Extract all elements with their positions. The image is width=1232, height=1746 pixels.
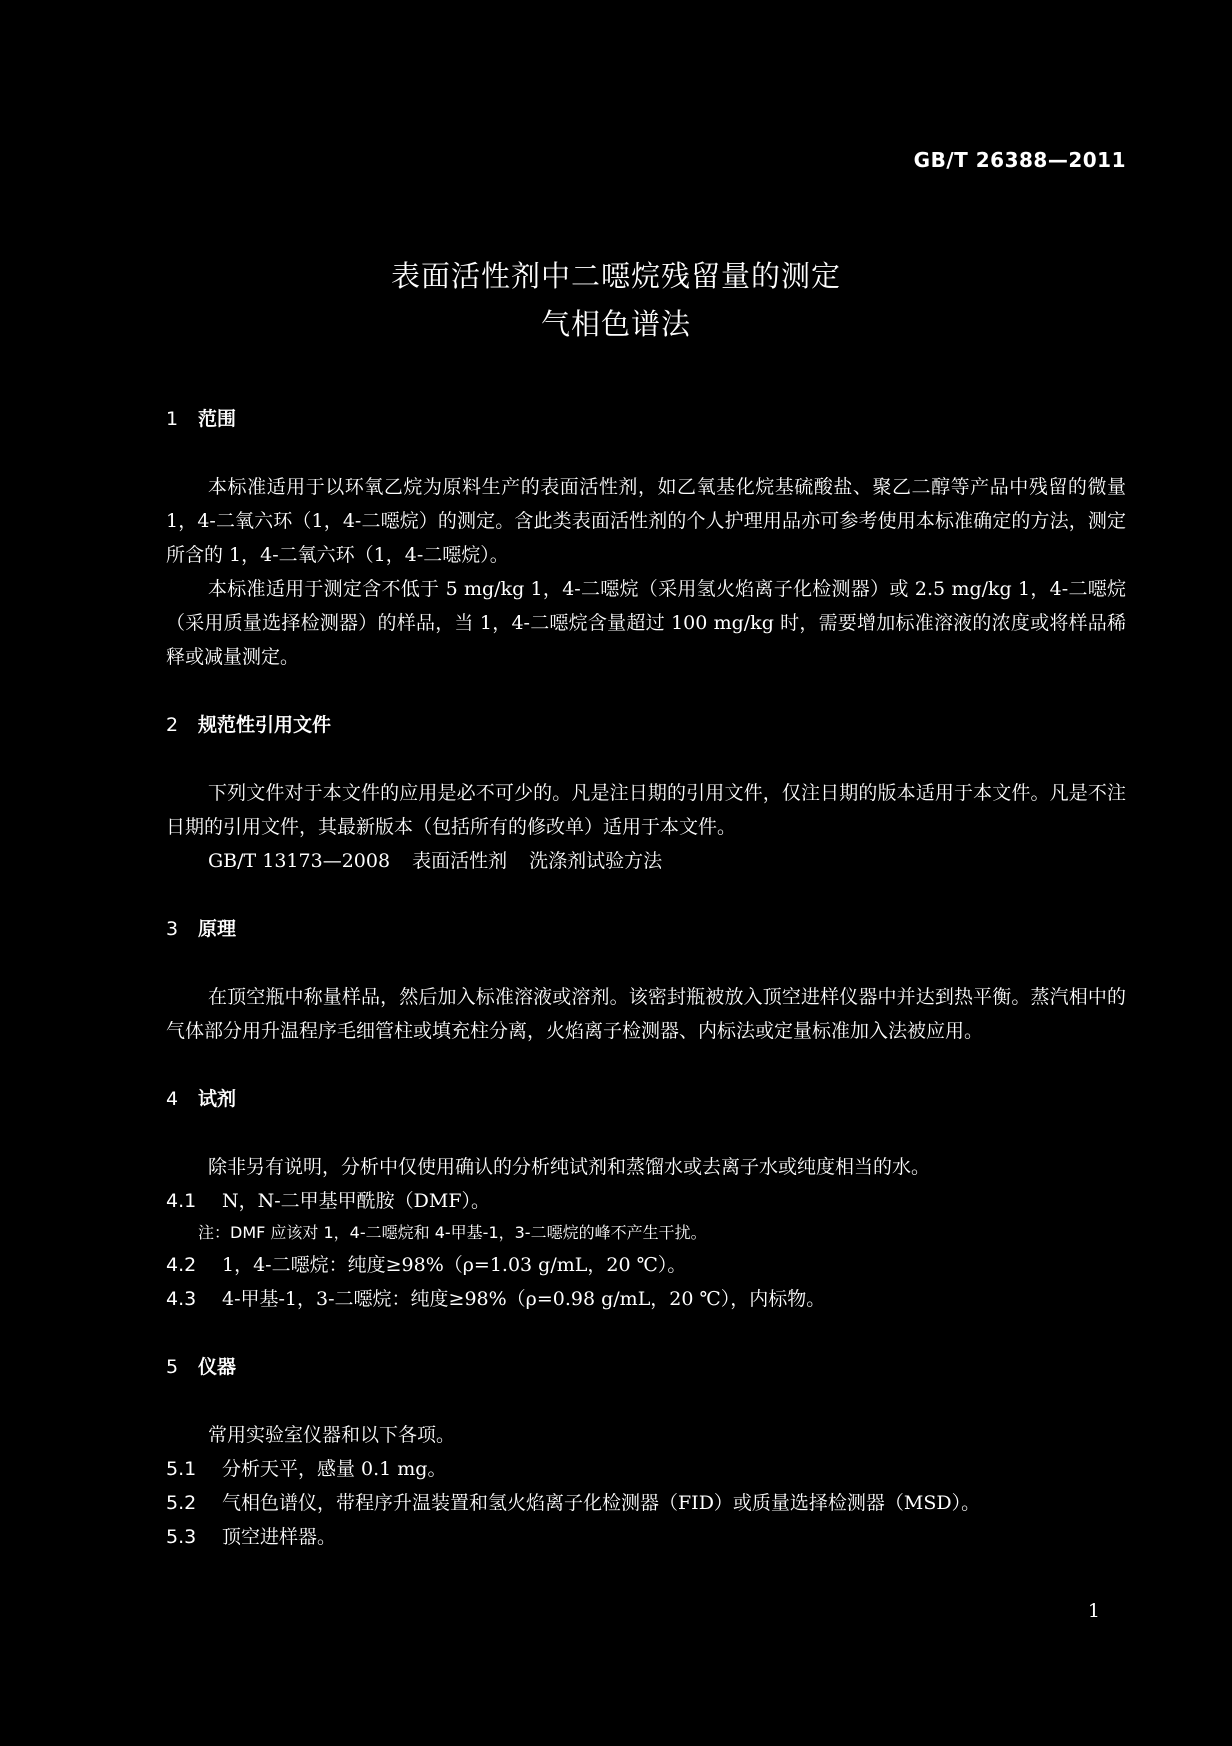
section-heading-normative-references: [166, 708, 1126, 742]
reference-code: GB/T 13173—2008: [208, 850, 391, 872]
note-dmf: 注：DMF 应该对 1，4-二噁烷和 4-甲基-1，3-二噁烷的峰不产生干扰。: [198, 1223, 707, 1242]
clause-number: 4.1: [166, 1190, 197, 1212]
section-title: 原理: [198, 918, 237, 940]
clause-number: 5.2: [166, 1492, 197, 1514]
section-number: 3: [166, 918, 179, 940]
standard-number: GB/T 26388—2011: [913, 148, 1126, 172]
clause-4-3: [166, 1282, 1126, 1316]
clause-5-2: [166, 1486, 1126, 1520]
reagents-paragraph: 除非另有说明，分析中仅使用确认的分析纯试剂和蒸馏水或去离子水或纯度相当的水。: [208, 1156, 931, 1178]
scope-paragraph-2: 本标准适用于测定含不低于 5 mg/kg 1，4-二噁烷（采用氢火焰离子化检测器）或 2.5 mg/kg 1，4-二噁烷（采用质量选择检测器）的样品，当 1，4-二噁烷含量超过 100 mg/kg 时，需要增加标准溶液的浓度或将样品稀释或减量测定。: [166, 578, 1126, 668]
section-heading-principle: [166, 912, 1126, 946]
section-number: 5: [166, 1356, 179, 1378]
section-number: 1: [166, 408, 179, 430]
clause-number: 4.3: [166, 1288, 197, 1310]
document-body: [166, 402, 1126, 1554]
document-subtitle: 气相色谱法: [540, 307, 691, 341]
clause-number: 5.3: [166, 1526, 197, 1548]
clause-5-3: [166, 1520, 1126, 1554]
section-title: 范围: [198, 408, 237, 430]
clause-text: 4-甲基-1，3-二噁烷：纯度≥98%（ρ=0.98 g/mL，20 ℃），内标物。: [222, 1288, 826, 1310]
section-number: 2: [166, 714, 179, 736]
clause-5-1: [166, 1452, 1126, 1486]
reference-title-a: 表面活性剂: [412, 850, 508, 872]
page-number: 1: [1087, 1600, 1100, 1622]
clause-text: 1，4-二噁烷：纯度≥98%（ρ=1.03 g/mL，20 ℃）。: [222, 1254, 687, 1276]
scope-paragraph-1: 本标准适用于以环氧乙烷为原料生产的表面活性剂，如乙氧基化烷基硫酸盐、聚乙二醇等产品中残留的微量 1，4-二氧六环（1，4-二噁烷）的测定。含此类表面活性剂的个人护理用品亦可参考使用本标准确定的方法，测定所含的 1，4-二氧六环（1，4-二噁烷）。: [166, 476, 1126, 566]
references-paragraph: 下列文件对于本文件的应用是必不可少的。凡是注日期的引用文件，仅注日期的版本适用于本文件。凡是不注日期的引用文件，其最新版本（包括所有的修改单）适用于本文件。: [166, 782, 1126, 838]
section-heading-scope: [166, 402, 1126, 436]
clause-4-2: [166, 1248, 1126, 1282]
section-number: 4: [166, 1088, 179, 1110]
reference-entry: [166, 844, 1126, 878]
reference-title-b: 洗涤剂试验方法: [529, 850, 663, 872]
section-title: 仪器: [198, 1356, 237, 1378]
clause-text: 分析天平，感量 0.1 mg。: [222, 1458, 447, 1480]
clause-number: 4.2: [166, 1254, 197, 1276]
section-heading-apparatus: [166, 1350, 1126, 1384]
apparatus-paragraph: 常用实验室仪器和以下各项。: [208, 1424, 456, 1446]
clause-4-1: [166, 1184, 1126, 1218]
clause-text: 顶空进样器。: [222, 1526, 337, 1548]
principle-paragraph: 在顶空瓶中称量样品，然后加入标准溶液或溶剂。该密封瓶被放入顶空进样仪器中并达到热平衡。蒸汽相中的气体部分用升温程序毛细管柱或填充柱分离，火焰离子检测器、内标法或定量标准加入法被应用。: [166, 986, 1126, 1042]
section-title: 试剂: [198, 1088, 237, 1110]
section-title: 规范性引用文件: [198, 714, 332, 736]
clause-number: 5.1: [166, 1458, 197, 1480]
clause-text: 气相色谱仪，带程序升温装置和氢火焰离子化检测器（FID）或质量选择检测器（MSD）。: [222, 1492, 981, 1514]
clause-text: N，N-二甲基甲酰胺（DMF）。: [222, 1190, 491, 1212]
document-title: 表面活性剂中二噁烷残留量的测定: [390, 259, 841, 293]
section-heading-reagents: [166, 1082, 1126, 1116]
